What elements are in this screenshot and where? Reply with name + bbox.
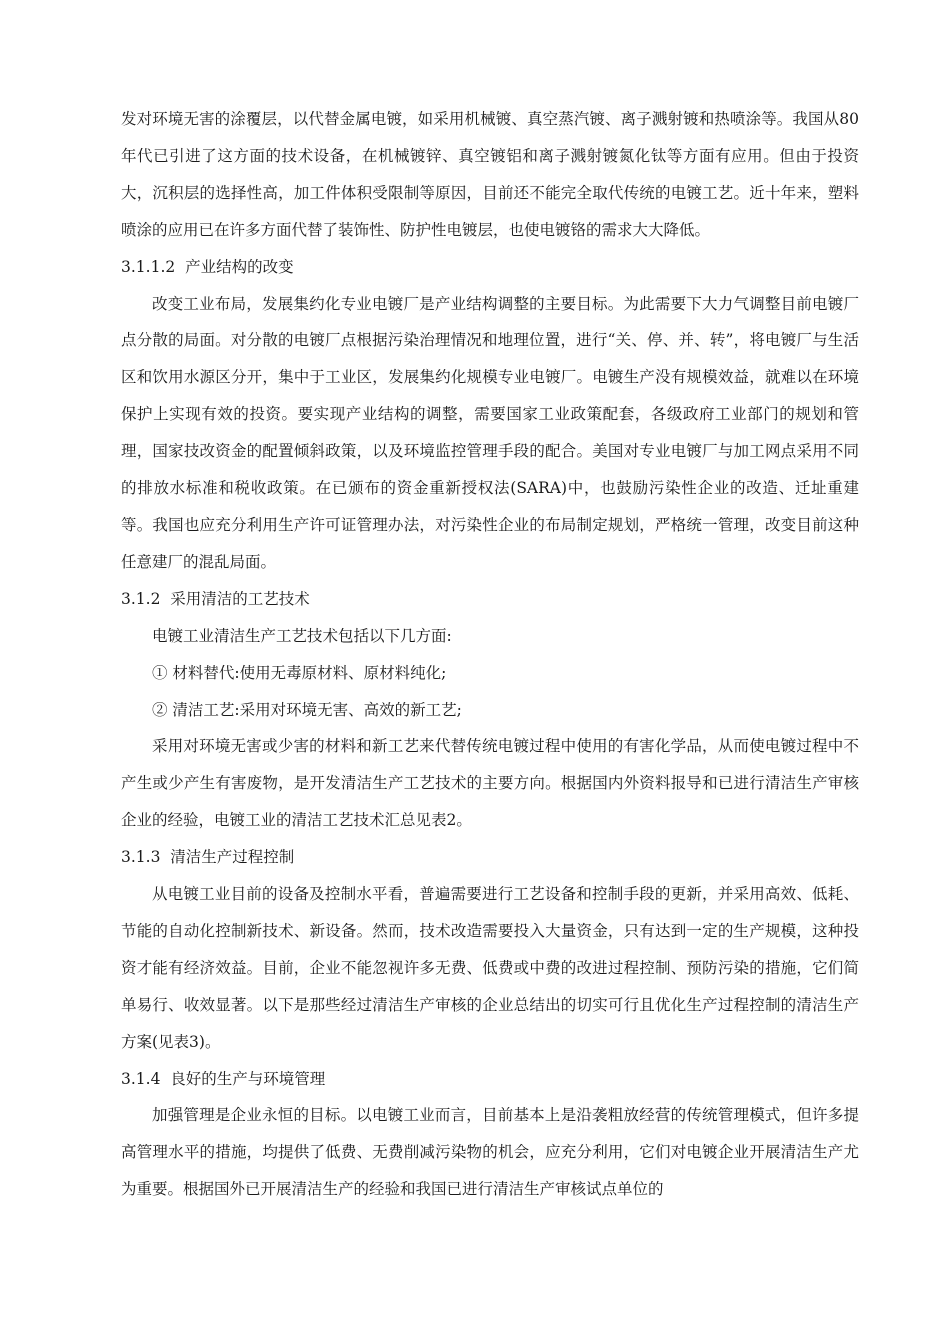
section-heading-3-1-2: 3.1.2 采用清洁的工艺技术 xyxy=(121,589,310,608)
paragraph-industry-structure: 改变工业布局，发展集约化专业电镀厂是产业结构调整的主要目标。为此需要下大力气调整目前电镀厂点分散的局面。对分散的电镀厂点根据污染治理情况和地理位置，进行“关、停、并、转”，将电镀厂与生活区和饮用水源区分开，集中于工业区，发展集约化规模专业电镀厂。电镀生产没有规模效益，就难以在环境保护上实现有效的投资。要实现产业结构的调整，需要国家工业政策配套，各级政府工业部门的规划和管理，国家技改资金的配置倾斜政策，以及环境监控管理手段的配合。美国对专业电镀厂与加工网点采用不同的排放水标准和税收政策。在已颁布的资金重新授权法(SARA)中，也鼓励污染性企业的改造、迁址重建等。我国也应充分利用生产许可证管理办法，对污染性企业的布局制定规划，严格统一管理，改变目前这种任意建厂的混乱局面。 xyxy=(121,294,859,571)
paragraph-coating-alternatives: 发对环境无害的涂覆层，以代替金属电镀，如采用机械镀、真空蒸汽镀、离子溅射镀和热喷涂等。我国从80年代已引进了这方面的技术设备，在机械镀锌、真空镀铝和离子溅射镀氮化钛等方面有应用。但由于投资大，沉积层的选择性高，加工件体积受限制等原因，目前还不能完全取代传统的电镀工艺。近十年来，塑料喷涂的应用已在许多方面代替了装饰性、防护性电镀层，也使电镀铬的需求大大降低。 xyxy=(121,110,859,239)
paragraph-clean-tech-direction: 采用对环境无害或少害的材料和新工艺来代替传统电镀过程中使用的有害化学品，从而使电镀过程中不产生或少产生有害废物，是开发清洁生产工艺技术的主要方向。根据国内外资料报导和已进行清洁生产审核企业的经验，电镀工业的清洁工艺技术汇总见表2。 xyxy=(121,737,859,830)
list-item-clean-process: ② 清洁工艺:采用对环境无害、高效的新工艺; xyxy=(152,700,462,719)
paragraph-management: 加强管理是企业永恒的目标。以电镀工业而言，目前基本上是沿袭粗放经营的传统管理模式，但许多提高管理水平的措施，均提供了低费、无费削减污染物的机会，应充分利用，它们对电镀企业开展清洁生产尤为重要。根据国外已开展清洁生产的经验和我国已进行清洁生产审核试点单位的 xyxy=(121,1106,859,1199)
section-heading-3-1-1-2: 3.1.1.2 产业结构的改变 xyxy=(121,257,294,276)
paragraph-process-control: 从电镀工业目前的设备及控制水平看，普遍需要进行工艺设备和控制手段的更新，并采用高效、低耗、节能的自动化控制新技术、新设备。然而，技术改造需要投入大量资金，只有达到一定的生产规模，这种投资才能有经济效益。目前，企业不能忽视许多无费、低费或中费的改进过程控制、预防污染的措施，它们简单易行、收效显著。以下是那些经过清洁生产审核的企业总结出的切实可行且优化生产过程控制的清洁生产方案(见表3)。 xyxy=(121,885,859,1051)
section-heading-3-1-3: 3.1.3 清洁生产过程控制 xyxy=(121,848,295,867)
section-heading-3-1-4: 3.1.4 良好的生产与环境管理 xyxy=(121,1069,326,1088)
document-body xyxy=(121,101,859,1208)
list-item-material-substitution: ① 材料替代:使用无毒原材料、原材料纯化; xyxy=(152,663,447,682)
paragraph-clean-tech-intro: 电镀工业清洁生产工艺技术包括以下几方面: xyxy=(152,626,452,645)
